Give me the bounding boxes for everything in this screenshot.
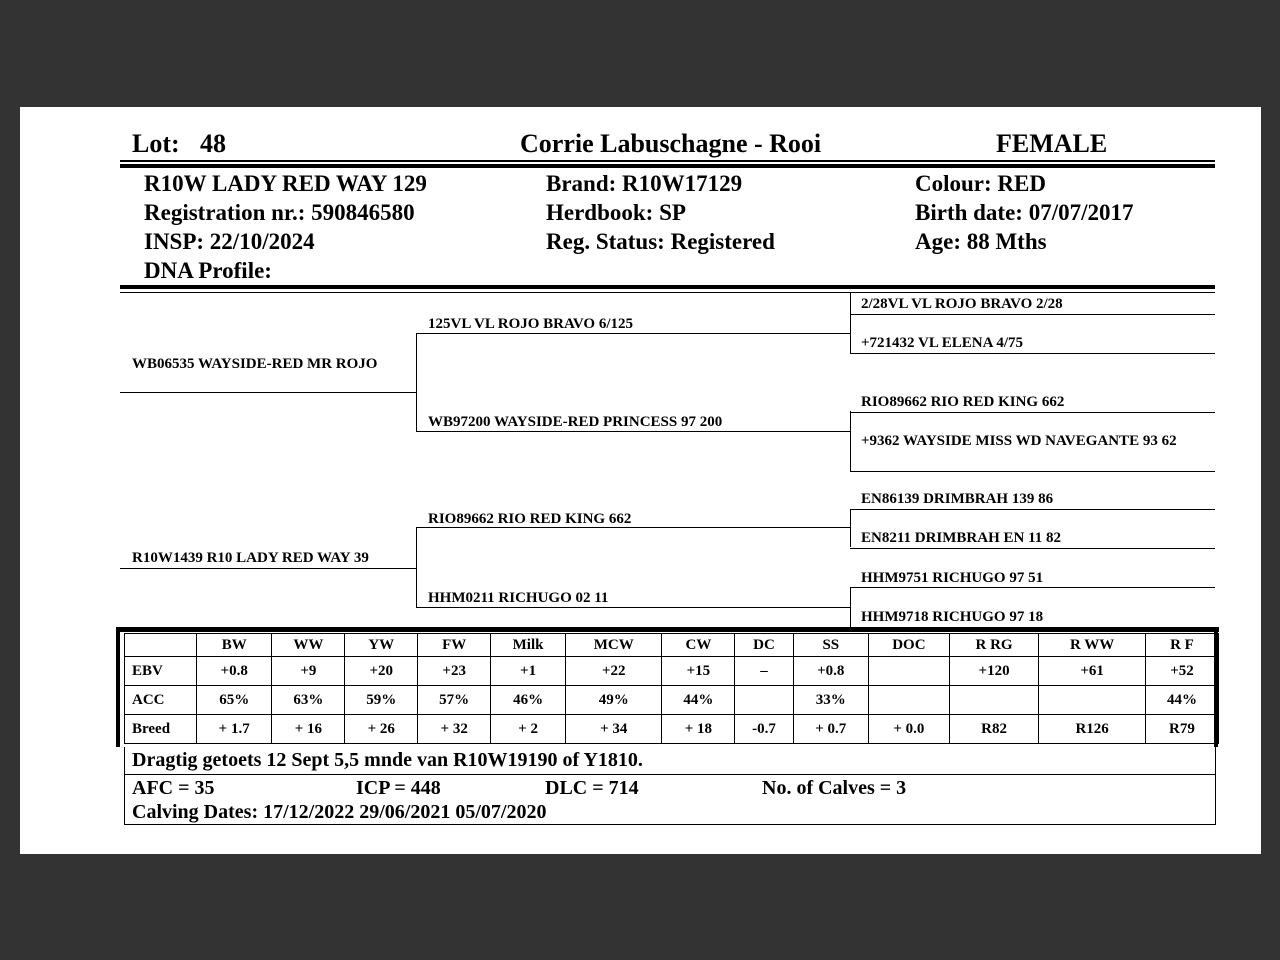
registration-number: Registration nr.: 590846580	[144, 200, 415, 225]
ebv-header-row	[125, 634, 1219, 657]
row-label: ACC	[125, 686, 197, 715]
row-label: Breed	[125, 715, 197, 744]
cell: 46%	[491, 686, 566, 715]
cell: +52	[1145, 657, 1218, 686]
cell: R79	[1145, 715, 1218, 744]
lot-label: Lot:	[132, 129, 180, 158]
dd-bracket	[850, 587, 851, 627]
ebv-left-edge	[116, 627, 120, 747]
calving-dates: Calving Dates: 17/12/2022 29/06/2021 05/07/2020	[132, 801, 547, 823]
dna-profile: DNA Profile:	[144, 258, 272, 283]
lot-number: 48	[200, 129, 226, 158]
animal-name: R10W LADY RED WAY 129	[144, 171, 427, 196]
cell: + 16	[272, 715, 345, 744]
cell: 63%	[272, 686, 345, 715]
ds-dam-line	[850, 548, 1215, 549]
cell: 57%	[418, 686, 491, 715]
sire-bracket	[416, 333, 417, 431]
cell: + 34	[566, 715, 662, 744]
cell: 44%	[662, 686, 735, 715]
cell: + 18	[662, 715, 735, 744]
cell: R82	[949, 715, 1039, 744]
ebv-rule	[116, 627, 1219, 632]
cell: + 32	[418, 715, 491, 744]
cell: + 1.7	[197, 715, 272, 744]
col-header: R F	[1145, 634, 1218, 657]
cell: +0.8	[793, 657, 868, 686]
dam-dam: HHM0211 RICHUGO 02 11	[428, 590, 609, 606]
col-header: WW	[272, 634, 345, 657]
info-rule-top	[120, 285, 1215, 289]
col-header: DOC	[868, 634, 949, 657]
sire: WB06535 WAYSIDE-RED MR ROJO	[132, 356, 378, 372]
dam-sire: RIO89662 RIO RED KING 662	[428, 511, 632, 527]
breed-row	[125, 715, 1219, 744]
col-header: R WW	[1039, 634, 1146, 657]
cell: R126	[1039, 715, 1146, 744]
cell: +22	[566, 657, 662, 686]
dam-dam-line	[416, 607, 850, 608]
ebv-corner	[125, 634, 197, 657]
cell: + 0.0	[868, 715, 949, 744]
cell: 49%	[566, 686, 662, 715]
sire-sire-line	[416, 333, 850, 334]
icp: ICP = 448	[356, 777, 441, 799]
dd-sire: HHM9751 RICHUGO 97 51	[861, 570, 1044, 586]
header-rule-bottom	[120, 164, 1215, 168]
pregnancy-note: Dragtig getoets 12 Sept 5,5 mnde van R10W19190 of Y1810.	[132, 749, 643, 771]
cell: +9	[272, 657, 345, 686]
sd-bracket	[850, 411, 851, 471]
sd-dam-line	[850, 471, 1215, 472]
cell: + 26	[345, 715, 418, 744]
cell: -0.7	[735, 715, 793, 744]
age: Age: 88 Mths	[915, 229, 1047, 254]
ss-bracket	[850, 293, 851, 353]
breeder-name: Corrie Labuschagne - Rooi	[520, 129, 822, 158]
ds-sire-line	[850, 509, 1215, 510]
ss-sire-line	[850, 314, 1215, 315]
ss-dam: +721432 VL ELENA 4/75	[861, 335, 1024, 351]
cell	[735, 686, 793, 715]
cell: +23	[418, 657, 491, 686]
ss-sire: 2/28VL VL ROJO BRAVO 2/28	[861, 296, 1063, 312]
cell	[868, 657, 949, 686]
cell	[868, 686, 949, 715]
col-header: BW	[197, 634, 272, 657]
col-header: DC	[735, 634, 793, 657]
sd-sire-line	[850, 412, 1215, 413]
dlc: DLC = 714	[545, 777, 639, 799]
cell: + 0.7	[793, 715, 868, 744]
brand: Brand: R10W17129	[546, 171, 743, 196]
inspection-date: INSP: 22/10/2024	[144, 229, 315, 254]
ebv-table	[124, 633, 1219, 744]
cell: +61	[1039, 657, 1146, 686]
row-label: EBV	[125, 657, 197, 686]
sire-line	[120, 392, 416, 393]
ebv-row	[125, 657, 1219, 686]
cell	[1039, 686, 1146, 715]
ss-dam-line	[850, 353, 1215, 354]
colour: Colour: RED	[915, 171, 1046, 196]
acc-row	[125, 686, 1219, 715]
lot-sheet	[20, 107, 1261, 854]
sd-dam: +9362 WAYSIDE MISS WD NAVEGANTE 93 62	[861, 433, 1177, 449]
cell: 65%	[197, 686, 272, 715]
sire-dam: WB97200 WAYSIDE-RED PRINCESS 97 200	[428, 414, 723, 430]
dd-dam: HHM9718 RICHUGO 97 18	[861, 609, 1044, 625]
col-header: Milk	[491, 634, 566, 657]
herdbook: Herdbook: SP	[546, 200, 686, 225]
dd-sire-line	[850, 587, 1215, 588]
cell: +0.8	[197, 657, 272, 686]
cell: + 2	[491, 715, 566, 744]
dam: R10W1439 R10 LADY RED WAY 39	[132, 550, 369, 566]
info-rule-bottom	[120, 292, 1215, 293]
col-header: SS	[793, 634, 868, 657]
dam-bracket	[416, 527, 417, 608]
ds-bracket	[850, 509, 851, 547]
cell: 33%	[793, 686, 868, 715]
sd-sire: RIO89662 RIO RED KING 662	[861, 394, 1065, 410]
cell: 59%	[345, 686, 418, 715]
header-rule-top	[120, 160, 1215, 162]
cell	[949, 686, 1039, 715]
ds-dam: EN8211 DRIMBRAH EN 11 82	[861, 530, 1062, 546]
cell: +20	[345, 657, 418, 686]
cell: 44%	[1145, 686, 1218, 715]
registration-status: Reg. Status: Registered	[546, 229, 775, 254]
dam-sire-line	[416, 527, 850, 528]
col-header: CW	[662, 634, 735, 657]
sire-sire: 125VL VL ROJO BRAVO 6/125	[428, 316, 634, 332]
sire-dam-line	[416, 431, 850, 432]
birth-date: Birth date: 07/07/2017	[915, 200, 1134, 225]
dam-line	[120, 568, 416, 569]
col-header: MCW	[566, 634, 662, 657]
ds-sire: EN86139 DRIMBRAH 139 86	[861, 491, 1054, 507]
cell: –	[735, 657, 793, 686]
cell: +15	[662, 657, 735, 686]
number-of-calves: No. of Calves = 3	[762, 777, 907, 799]
afc: AFC = 35	[132, 777, 215, 799]
col-header: YW	[345, 634, 418, 657]
sex-label: FEMALE	[996, 129, 1108, 158]
cell: +1	[491, 657, 566, 686]
col-header: FW	[418, 634, 491, 657]
col-header: R RG	[949, 634, 1039, 657]
notes-divider	[124, 774, 1215, 775]
cell: +120	[949, 657, 1039, 686]
